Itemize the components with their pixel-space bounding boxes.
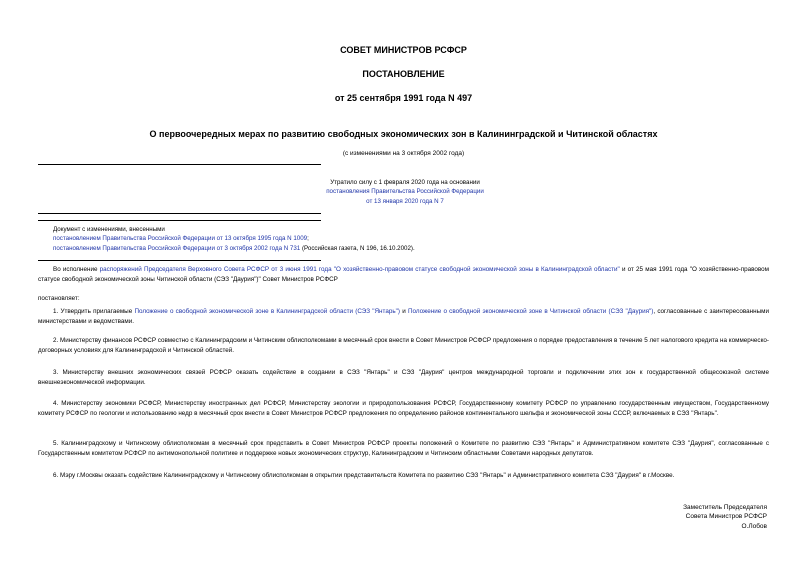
paragraph-text: , согласованные с заинтересованными министерствами и ведомствами.	[38, 308, 769, 325]
changes-intro: Документ с изменениями, внесенными	[53, 226, 165, 233]
preamble-text: Во исполнение	[53, 266, 100, 273]
change-link-2002[interactable]: постановлением Правительства Российской Федерации от 3 октября 2002 года N 731	[53, 244, 301, 252]
changes-separator: ;	[307, 235, 309, 243]
document-type: ПОСТАНОВЛЕНИЕ	[362, 69, 445, 79]
changes-source: (Российская газета, N 196, 16.10.2002).	[300, 244, 415, 252]
paragraph-text: 1. Утвердить прилагаемые	[53, 308, 135, 315]
change-link-1995[interactable]: постановлением Правительства Российской Федерации от 13 октября 1995 года N 1009	[53, 235, 308, 243]
signer-name: О.Лобов	[741, 522, 767, 530]
changes-block	[53, 225, 753, 253]
preamble-text: и от 25 мая 1991 года "О хозяйственно-правовом статусе свободной экономической зоны Читинской области (СЭЗ "Даурия")" Совет Министров РСФСР	[38, 266, 769, 283]
paragraph-2: 2. Министерству финансов РСФСР совместно с Калининградским и Читинским облисполкомами в месячный срок внести в Совет Министров РСФСР предложения о порядке предоставления в течение 5 лет налогового кредита на коммерческо-договорных условиях для Калининградской и Читинской областей.	[38, 337, 769, 354]
paragraph-1	[38, 307, 769, 326]
issuing-authority: СОВЕТ МИНИСТРОВ РСФСР	[340, 45, 467, 55]
paragraph-4: 4. Министерству экономики РСФСР, Министерству иностранных дел РСФСР, Министерству экологии и природопользования РСФСР, Государственному комитету РСФСР по управлению государственным имуществом, Государственному комитету РСФСР по геологии и использованию недр в месячный срок внести в Совет Министров РСФСР предложения по определению районов континентального шельфа и экономической зоны СССР, включаемых в СЭЗ "Янтарь".	[38, 400, 769, 417]
amendment-note: (с изменениями на 3 октября 2002 года)	[342, 150, 465, 157]
divider	[38, 260, 321, 261]
divider	[38, 164, 321, 165]
link-yantar-regulation[interactable]: Положение о свободной экономической зоне в Калининградской области (СЭЗ "Янтарь")	[134, 308, 400, 315]
signature-block	[683, 503, 767, 531]
link-dauria-regulation[interactable]: Положение о свободной экономической зоне в Читинской области (СЭЗ "Даурия")	[407, 308, 654, 315]
preamble-paragraph	[38, 265, 769, 284]
decides-label: постановляет:	[38, 295, 80, 302]
expiry-link-date[interactable]: от 13 января 2020 года N 7	[366, 197, 444, 205]
expiry-text: Утратило силу с 1 февраля 2020 года на основании	[330, 179, 480, 186]
paragraph-5: 5. Калининградскому и Читинскому облисполкомам в месячный срок представить в Совет Министров РСФСР проекты положений о Комитете по развитию СЭЗ "Янтарь" и Административном комитете СЭЗ "Даурия", согласованные с Государственным комитетом РСФСР по антимонопольной политике и поддержке новых экономических структур, Калининградским и Читинским областными Советами народных депутатов.	[38, 440, 769, 457]
document-title: О первоочередных мерах по развитию свободных экономических зон в Калининградской и Читинской областях	[149, 129, 658, 139]
changes-item	[53, 234, 753, 243]
signer-position: Заместитель Председателя	[683, 504, 767, 511]
divider	[38, 220, 321, 221]
changes-item	[53, 244, 753, 253]
expiry-link-decree[interactable]: постановления Правительства Российской Федерации	[326, 188, 484, 196]
signer-organization: Совета Министров РСФСР	[685, 513, 767, 521]
paragraph-text: и	[399, 308, 408, 315]
document-date-number: от 25 сентября 1991 года N 497	[334, 93, 473, 103]
paragraph-6: 6. Мэру г.Москвы оказать содействие Калининградскому и Читинскому облисполкомам в открытии представительств Комитета по развитию СЭЗ "Янтарь" и Административного комитета СЭЗ "Даурия" в г.Москве.	[53, 472, 675, 479]
divider	[38, 213, 321, 214]
preamble-link[interactable]: распоряжений Председателя Верховного Совета РСФСР от 3 июня 1991 года "О хозяйственно-правовом статусе свободной экономической зоны в Калининградской области"	[99, 266, 620, 273]
paragraph-3: 3. Министерству внешних экономических связей РСФСР оказать содействие в создании в СЭЗ "Янтарь" и СЭЗ "Даурия" центров международной торговли и подключении этих зон к государственной общесоюзной системе внешнеэкономической информации.	[38, 369, 769, 386]
expiry-note	[312, 178, 498, 206]
